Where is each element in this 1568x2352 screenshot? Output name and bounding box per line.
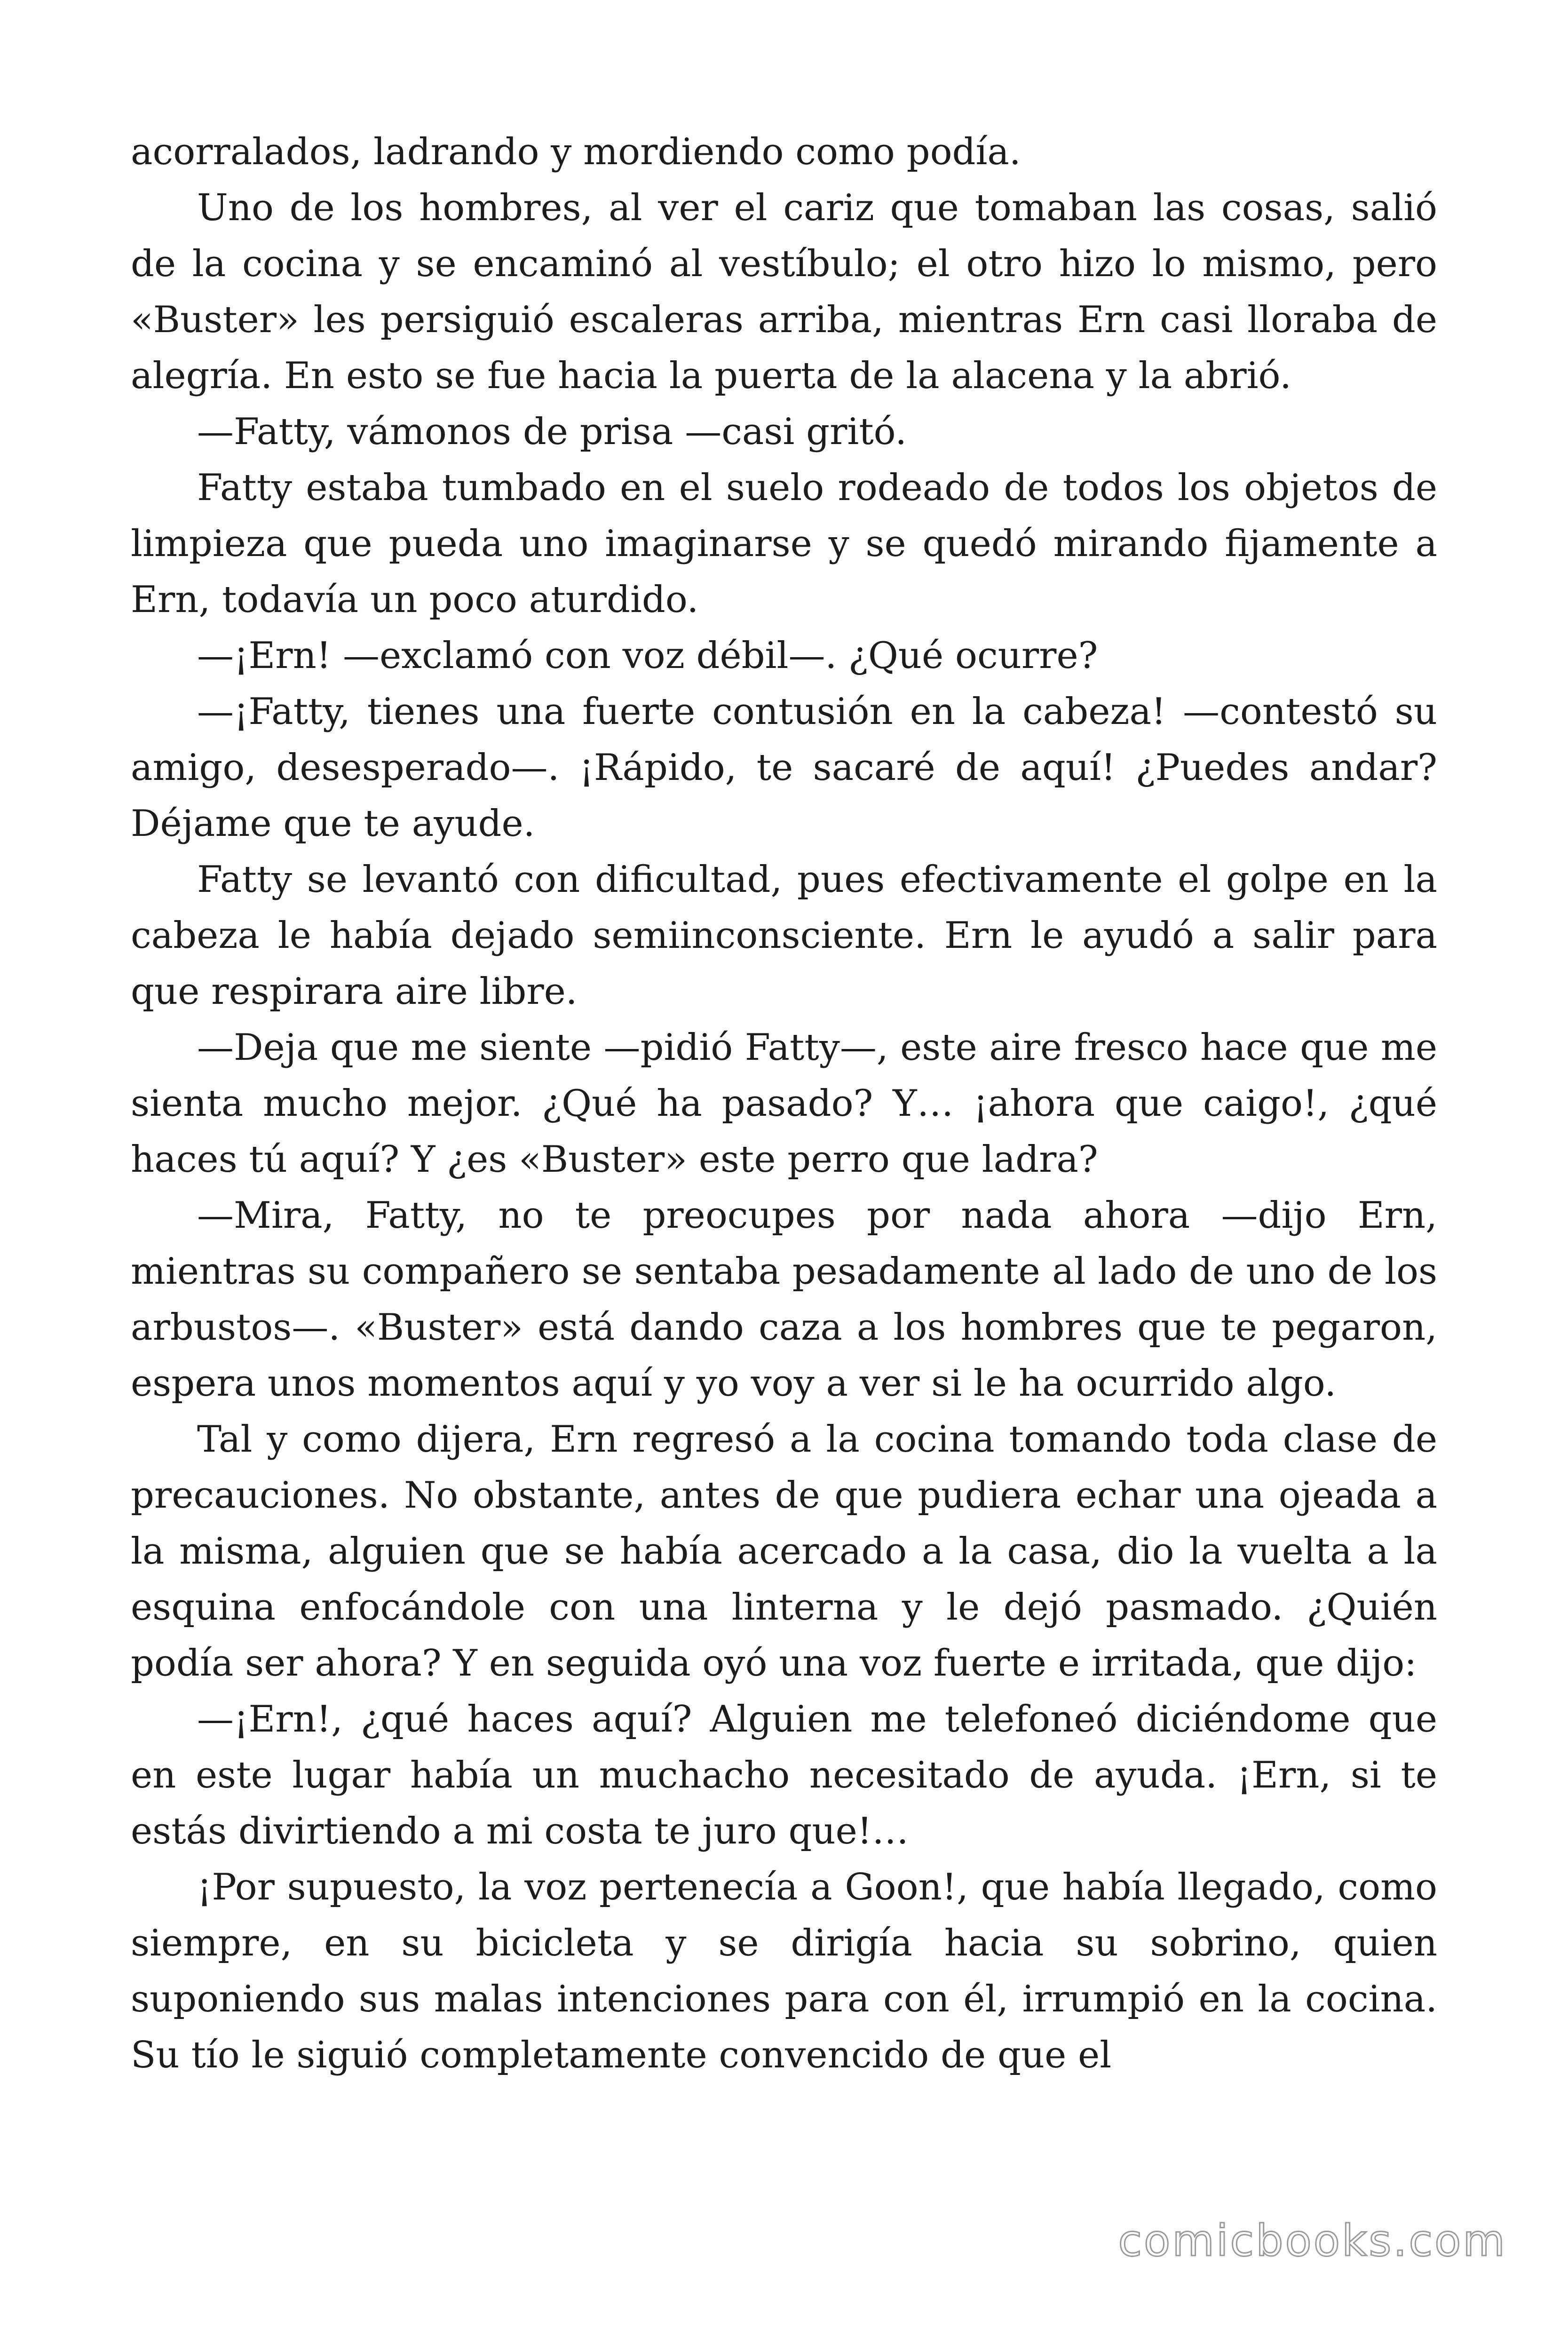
paragraph: Fatty se levantó con dificultad, pues efectivamente el golpe en la cabeza le había dejado semiinconsciente. Ern le ayudó a salir para que respirara aire libre. — [131, 858, 1437, 1013]
paragraph: —¡Ern! —exclamó con voz débil—. ¿Qué ocurre? — [197, 635, 1098, 677]
paragraph-continuation: acorralados, ladrando y mordiendo como podía. — [131, 131, 1021, 173]
paragraph: —Fatty, vámonos de prisa —casi gritó. — [197, 411, 907, 453]
paragraph: ¡Por supuesto, la voz pertenecía a Goon!, que había llegado, como siempre, en su bicicleta y se dirigía hacia su sobrino, quien suponiendo sus malas intenciones para con él, irrumpió en la cocina. Su tío le siguió completamente convencido de que el — [131, 1866, 1437, 2076]
book-page-text — [131, 124, 1437, 2083]
paragraph: —¡Fatty, tienes una fuerte contusión en la cabeza! —contestó su amigo, desesperado—. ¡Rápido, te sacaré de aquí! ¿Puedes andar? Déjame que te ayude. — [131, 691, 1437, 845]
paragraph: —Deja que me siente —pidió Fatty—, este aire fresco hace que me sienta mucho mejor. ¿Qué ha pasado? Y… ¡ahora que caigo!, ¿qué haces tú aquí? Y ¿es «Buster» este perro que ladra? — [131, 1026, 1437, 1181]
paragraph: Fatty estaba tumbado en el suelo rodeado de todos los objetos de limpieza que pueda uno imaginarse y se quedó mirando fijamente a Ern, todavía un poco aturdido. — [131, 467, 1437, 621]
paragraph: —Mira, Fatty, no te preocupes por nada ahora —dijo Ern, mientras su compañero se sentaba pesadamente al lado de uno de los arbustos—. «Buster» está dando caza a los hombres que te pegaron, espera unos momentos aquí y yo voy a ver si le ha ocurrido algo. — [131, 1194, 1437, 1405]
paragraph: Uno de los hombres, al ver el cariz que tomaban las cosas, salió de la cocina y se encaminó al vestíbulo; el otro hizo lo mismo, pero «Buster» les persiguió escaleras arriba, mientras Ern casi lloraba de alegría. En esto se fue hacia la puerta de la alacena y la abrió. — [131, 187, 1437, 397]
paragraph: —¡Ern!, ¿qué haces aquí? Alguien me telefoneó diciéndome que en este lugar había un muchacho necesitado de ayuda. ¡Ern, si te estás divirtiendo a mi costa te juro que!… — [131, 1698, 1437, 1852]
site-watermark: comicbooks.com — [1118, 2216, 1507, 2266]
paragraph: Tal y como dijera, Ern regresó a la cocina tomando toda clase de precauciones. No obstante, antes de que pudiera echar una ojeada a la misma, alguien que se había acercado a la casa, dio la vuelta a la esquina enfocándole con una linterna y le dejó pasmado. ¿Quién podía ser ahora? Y en seguida oyó una voz fuerte e irritada, que dijo: — [131, 1418, 1437, 1685]
